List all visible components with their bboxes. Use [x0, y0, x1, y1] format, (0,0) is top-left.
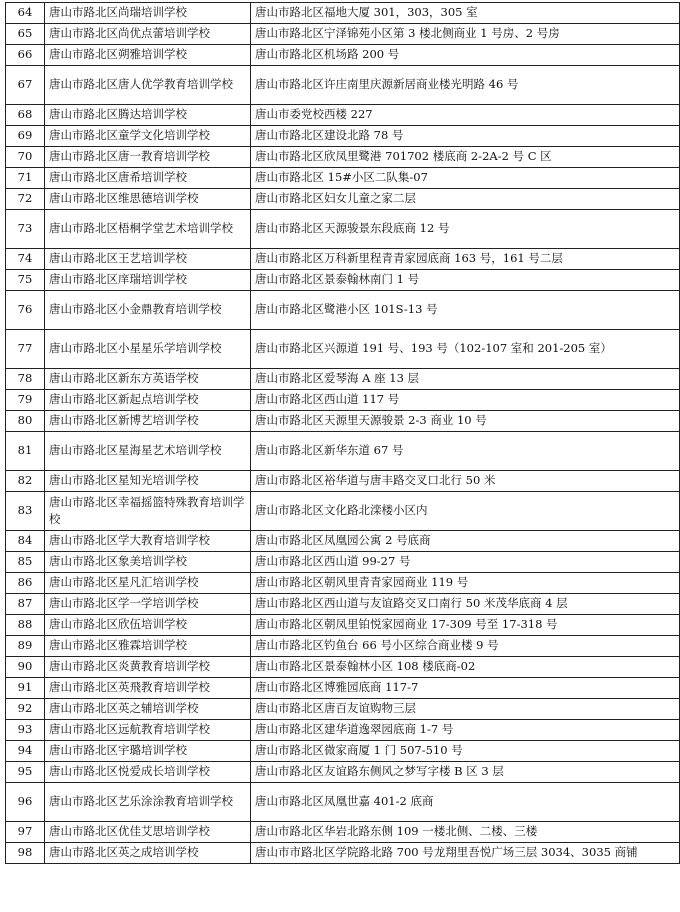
table-row [6, 411, 680, 432]
school-name: 唐山市路北区唐人优学教育培训学校 [45, 66, 251, 105]
school-address: 唐山市路北区微家商厦 1 门 507-510 号 [251, 741, 680, 762]
table-row [6, 270, 680, 291]
table-row [6, 720, 680, 741]
school-address: 唐山市路北区爱琴海 A 座 13 层 [251, 369, 680, 390]
school-name: 唐山市路北区优佳艾思培训学校 [45, 822, 251, 843]
table-row [6, 822, 680, 843]
row-number: 88 [6, 615, 45, 636]
school-name: 唐山市路北区王艺培训学校 [45, 249, 251, 270]
row-number: 72 [6, 189, 45, 210]
school-name: 唐山市路北区学大教育培训学校 [45, 531, 251, 552]
row-number: 86 [6, 573, 45, 594]
school-name: 唐山市路北区悦爱成长培训学校 [45, 762, 251, 783]
school-address: 唐山市路北区兴源道 191 号、193 号（102-107 室和 201-205 室） [251, 330, 680, 369]
school-address: 唐山市路北区景泰翰林南门 1 号 [251, 270, 680, 291]
school-address: 唐山市路北区建华道逸翠园底商 1-7 号 [251, 720, 680, 741]
school-address: 唐山市路北区鹭港小区 101S-13 号 [251, 291, 680, 330]
school-name: 唐山市路北区新东方英语学校 [45, 369, 251, 390]
row-number: 78 [6, 369, 45, 390]
training-school-table [5, 2, 680, 864]
row-number: 94 [6, 741, 45, 762]
table-row [6, 369, 680, 390]
school-address: 唐山市路北区文化路北滦楼小区内 [251, 492, 680, 531]
table-row [6, 168, 680, 189]
row-number: 69 [6, 126, 45, 147]
school-address: 唐山市路北区新华东道 67 号 [251, 432, 680, 471]
school-name: 唐山市路北区英之辅培训学校 [45, 699, 251, 720]
school-name: 唐山市路北区英飛教育培训学校 [45, 678, 251, 699]
row-number: 89 [6, 636, 45, 657]
table-row [6, 390, 680, 411]
school-address: 唐山市路北区欣凤里鹭港 701702 楼底商 2-2A-2 号 C 区 [251, 147, 680, 168]
school-name: 唐山市路北区尚优点蕾培训学校 [45, 24, 251, 45]
table-row [6, 147, 680, 168]
school-name: 唐山市路北区炎黄教育培训学校 [45, 657, 251, 678]
row-number: 84 [6, 531, 45, 552]
table-row [6, 189, 680, 210]
row-number: 75 [6, 270, 45, 291]
school-name: 唐山市路北区新博艺培训学校 [45, 411, 251, 432]
school-address: 唐山市委党校西楼 227 [251, 105, 680, 126]
table-row [6, 531, 680, 552]
table-row [6, 3, 680, 24]
table-row [6, 492, 680, 531]
row-number: 79 [6, 390, 45, 411]
school-address: 唐山市路北区妇女儿童之家二层 [251, 189, 680, 210]
school-name: 唐山市路北区唐一教育培训学校 [45, 147, 251, 168]
table-row [6, 330, 680, 369]
school-address: 唐山市路北区景泰翰林小区 108 楼底商-02 [251, 657, 680, 678]
school-name: 唐山市路北区新起点培训学校 [45, 390, 251, 411]
school-name: 唐山市路北区艺乐涂涂教育培训学校 [45, 783, 251, 822]
school-name: 唐山市路北区星知光培训学校 [45, 471, 251, 492]
row-number: 76 [6, 291, 45, 330]
table-row [6, 105, 680, 126]
school-name: 唐山市路北区庠瑞培训学校 [45, 270, 251, 291]
table-row [6, 594, 680, 615]
school-address: 唐山市路北区机场路 200 号 [251, 45, 680, 66]
school-name: 唐山市路北区星海星艺术培训学校 [45, 432, 251, 471]
school-address: 唐山市路北区友谊路东侧风之梦写字楼 B 区 3 层 [251, 762, 680, 783]
row-number: 85 [6, 552, 45, 573]
table-row [6, 678, 680, 699]
row-number: 95 [6, 762, 45, 783]
table-row [6, 783, 680, 822]
school-address: 唐山市路北区钓鱼台 66 号小区综合商业楼 9 号 [251, 636, 680, 657]
school-name: 唐山市路北区梧桐学堂艺术培训学校 [45, 210, 251, 249]
school-name: 唐山市路北区学一学培训学校 [45, 594, 251, 615]
school-address: 唐山市路北区博雅园底商 117-7 [251, 678, 680, 699]
table-row [6, 573, 680, 594]
table-row [6, 24, 680, 45]
table-row [6, 471, 680, 492]
school-address: 唐山市路北区西山道 117 号 [251, 390, 680, 411]
school-address: 唐山市路北区西山道与友谊路交叉口南行 50 米茂华底商 4 层 [251, 594, 680, 615]
school-address: 唐山市路北区裕华道与唐丰路交叉口北行 50 米 [251, 471, 680, 492]
table-row [6, 762, 680, 783]
school-address: 唐山市路北区凤凰世嘉 401-2 底商 [251, 783, 680, 822]
school-address: 唐山市路北区许庄南里庆源新居商业楼光明路 46 号 [251, 66, 680, 105]
row-number: 91 [6, 678, 45, 699]
row-number: 82 [6, 471, 45, 492]
school-address: 唐山市路北区朝凤里铂悦家园商业 17-309 号至 17-318 号 [251, 615, 680, 636]
school-address: 唐山市路北区唐百友谊购物三层 [251, 699, 680, 720]
school-name: 唐山市路北区象美培训学校 [45, 552, 251, 573]
school-address: 唐山市路北区福地大厦 301，303，305 室 [251, 3, 680, 24]
table-row [6, 657, 680, 678]
school-name: 唐山市路北区欣伍培训学校 [45, 615, 251, 636]
row-number: 80 [6, 411, 45, 432]
row-number: 77 [6, 330, 45, 369]
row-number: 68 [6, 105, 45, 126]
row-number: 64 [6, 3, 45, 24]
school-address: 唐山市路北区建设北路 78 号 [251, 126, 680, 147]
school-address: 唐山市路北区天源里天源骏景 2-3 商业 10 号 [251, 411, 680, 432]
table-row [6, 291, 680, 330]
table-body [6, 3, 680, 864]
school-name: 唐山市路北区远航教育培训学校 [45, 720, 251, 741]
school-name: 唐山市路北区维思德培训学校 [45, 189, 251, 210]
school-name: 唐山市路北区幸福摇篮特殊教育培训学校 [45, 492, 251, 531]
table-row [6, 126, 680, 147]
table-row [6, 432, 680, 471]
school-name: 唐山市路北区星凡汇培训学校 [45, 573, 251, 594]
row-number: 65 [6, 24, 45, 45]
school-name: 唐山市路北区雅霖培训学校 [45, 636, 251, 657]
school-name: 唐山市路北区宇璐培训学校 [45, 741, 251, 762]
table-row [6, 636, 680, 657]
school-name: 唐山市路北区尚瑞培训学校 [45, 3, 251, 24]
school-name: 唐山市路北区腾达培训学校 [45, 105, 251, 126]
row-number: 92 [6, 699, 45, 720]
school-address: 唐山市路北区朝风里青青家园商业 119 号 [251, 573, 680, 594]
table-row [6, 552, 680, 573]
row-number: 81 [6, 432, 45, 471]
row-number: 83 [6, 492, 45, 531]
row-number: 70 [6, 147, 45, 168]
table-row [6, 843, 680, 864]
table-row [6, 66, 680, 105]
school-address: 唐山市路北区万科新里程青青家园底商 163 号，161 号二层 [251, 249, 680, 270]
table-row [6, 249, 680, 270]
row-number: 67 [6, 66, 45, 105]
row-number: 96 [6, 783, 45, 822]
school-address: 唐山市路北区凤凰园公寓 2 号底商 [251, 531, 680, 552]
school-address: 唐山市市路北区学院路北路 700 号龙翔里吾悦广场三层 3034、3035 商铺 [251, 843, 680, 864]
school-name: 唐山市路北区唐希培训学校 [45, 168, 251, 189]
table-row [6, 741, 680, 762]
school-name: 唐山市路北区小星星乐学培训学校 [45, 330, 251, 369]
school-name: 唐山市路北区英之成培训学校 [45, 843, 251, 864]
row-number: 71 [6, 168, 45, 189]
table-row [6, 45, 680, 66]
school-address: 唐山市路北区宁泽锦苑小区第 3 楼北侧商业 1 号房、2 号房 [251, 24, 680, 45]
table-row [6, 699, 680, 720]
table-row [6, 615, 680, 636]
row-number: 87 [6, 594, 45, 615]
school-name: 唐山市路北区朔雅培训学校 [45, 45, 251, 66]
row-number: 74 [6, 249, 45, 270]
row-number: 73 [6, 210, 45, 249]
school-address: 唐山市路北区西山道 99-27 号 [251, 552, 680, 573]
row-number: 97 [6, 822, 45, 843]
row-number: 93 [6, 720, 45, 741]
school-name: 唐山市路北区小金鼎教育培训学校 [45, 291, 251, 330]
row-number: 98 [6, 843, 45, 864]
row-number: 66 [6, 45, 45, 66]
school-name: 唐山市路北区童学文化培训学校 [45, 126, 251, 147]
school-address: 唐山市路北区天源骏景东段底商 12 号 [251, 210, 680, 249]
table-row [6, 210, 680, 249]
school-address: 唐山市路北区华岩北路东侧 109 一楼北侧、二楼、三楼 [251, 822, 680, 843]
row-number: 90 [6, 657, 45, 678]
school-address: 唐山市路北区 15#小区二队集-07 [251, 168, 680, 189]
